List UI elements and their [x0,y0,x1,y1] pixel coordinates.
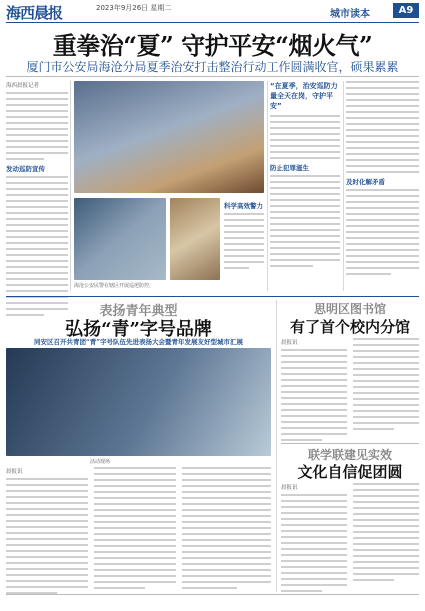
second-kicker: 表扬青年典型 [99,304,178,319]
masthead-divider [6,22,419,23]
lead-subhead-2: 科学高效警力 [224,202,263,210]
lead-column-3 [270,81,340,271]
column-divider [343,81,344,291]
section-label: 城市读本 [330,9,370,20]
second-column-3 [182,467,271,593]
column-divider [70,81,71,291]
issue-dateline: 2023年9月26日 星期二 [96,4,172,12]
fourth-kicker: 联学联建见实效 [307,448,392,462]
second-photo [6,348,271,456]
lead-headline: 重拳治“夏” 守护平安“烟火气” [52,31,373,60]
fourth-column-2 [353,483,419,585]
lead-column-mid [224,198,264,273]
lead-byline: 海西晨报记者 [6,83,40,89]
second-deck: 同安区召开共青团“青”字号队伍先进表扬大会暨青年发展友好型城市汇展 [34,338,243,346]
column-divider [276,300,277,592]
second-photo-caption: 活动现场 [90,459,111,465]
lead-subhead-4: 及时化解矛盾 [346,178,385,186]
lead-photo-third [170,198,220,280]
column-divider [267,81,268,291]
lead-subhead-1: 发动巡防宣传 [6,165,45,173]
second-byline: 晨报讯 [6,469,23,475]
lead-column-4 [346,81,419,279]
lead-photo-secondary [74,198,166,280]
third-column-2 [353,338,419,434]
footer-divider [6,594,419,595]
fourth-column-1 [281,483,347,596]
third-kicker: 思明区图书馆 [313,302,386,316]
second-title: 弘扬“青”字号品牌 [65,319,212,340]
third-bottom-divider [281,443,419,444]
lead-column-1 [6,81,68,320]
lead-photo-main [74,81,264,193]
fourth-title: 文化自信促团圆 [297,463,403,481]
lead-deck: 厦门市公安局海沧分局夏季治安打击整治行动工作圆满收官，硕果累累 [26,60,399,74]
second-column-1 [6,467,88,598]
page-footer [6,597,419,607]
lead-bottom-divider [6,296,419,297]
third-column-1 [281,338,347,445]
pull-quote: “在夏季，治安巡防力量全天在岗，守护平安” [270,82,338,110]
lead-deck-divider [6,76,419,77]
lead-photo-caption: 海沧公安民警在辖区开展巡逻防控。 [74,283,155,289]
third-byline: 晨报讯 [281,340,298,346]
masthead [0,0,425,22]
third-title: 有了首个校内分馆 [289,318,410,336]
fourth-byline: 晨报讯 [281,485,298,491]
second-column-2 [94,467,176,593]
lead-subhead-3: 防止犯罪滋生 [270,164,309,172]
page-number-badge: A9 [393,3,419,18]
newspaper-logo: 海西晨报 [6,4,63,22]
